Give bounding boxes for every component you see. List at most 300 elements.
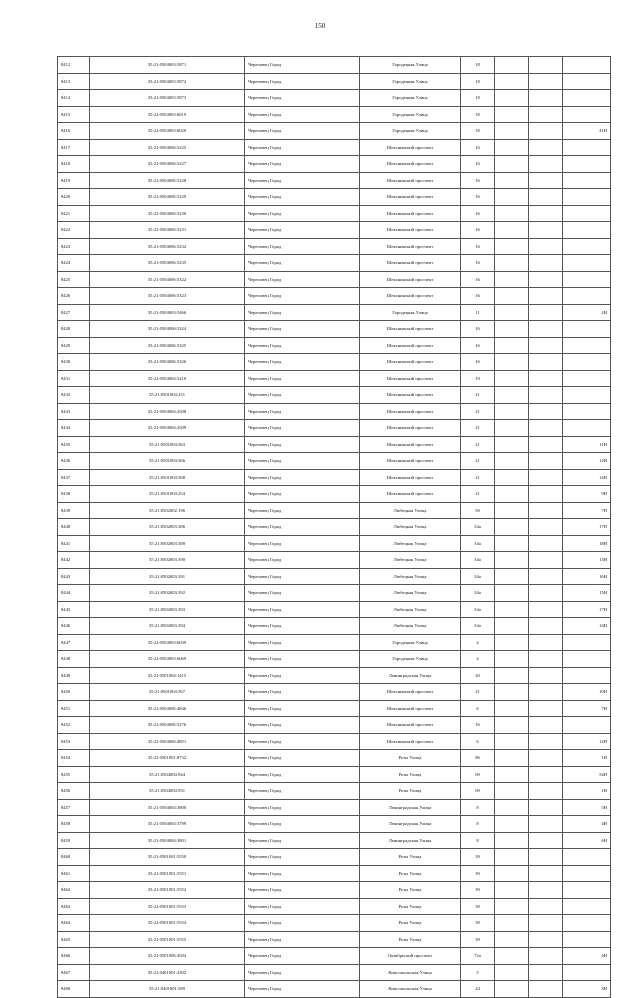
empty-cell	[529, 898, 563, 915]
house-number-cell: 34а	[461, 552, 495, 569]
row-number-cell: 8441	[58, 535, 90, 552]
city-cell: Череповец Город	[245, 964, 360, 981]
house-number-cell: 21	[461, 436, 495, 453]
premises-cell	[563, 717, 611, 734]
city-cell: Череповец Город	[245, 420, 360, 437]
table-row	[58, 73, 611, 90]
empty-cell	[495, 865, 529, 882]
city-cell: Череповец Город	[245, 205, 360, 222]
table-row	[58, 469, 611, 486]
cadastral-number-cell: 35:21:0504006:5229	[90, 189, 245, 206]
house-number-cell: 34а	[461, 535, 495, 552]
street-cell: Ленинградская Улица	[360, 832, 461, 849]
city-cell: Череповец Город	[245, 469, 360, 486]
row-number-cell: 8448	[58, 651, 90, 668]
city-cell: Череповец Город	[245, 799, 360, 816]
empty-cell	[495, 337, 529, 354]
house-number-cell: 86	[461, 750, 495, 767]
street-cell: Шекснинский проспект	[360, 321, 461, 338]
premises-cell: 16Н	[563, 568, 611, 585]
street-cell: Шекснинский проспект	[360, 420, 461, 437]
city-cell: Череповец Город	[245, 156, 360, 173]
city-cell: Череповец Город	[245, 255, 360, 272]
empty-cell	[495, 354, 529, 371]
table-row	[58, 849, 611, 866]
empty-cell	[495, 370, 529, 387]
empty-cell	[529, 931, 563, 948]
row-number-cell: 8417	[58, 139, 90, 156]
city-cell: Череповец Город	[245, 139, 360, 156]
house-number-cell: 16	[461, 337, 495, 354]
premises-cell: 12Н	[563, 453, 611, 470]
premises-cell: 5Н	[563, 799, 611, 816]
cadastral-number-cell: 35:21:0501001:5553	[90, 898, 245, 915]
house-number-cell: 16	[461, 288, 495, 305]
empty-cell	[529, 618, 563, 635]
city-cell: Череповец Город	[245, 816, 360, 833]
empty-cell	[529, 222, 563, 239]
house-number-cell: 16	[461, 222, 495, 239]
house-number-cell: 8	[461, 799, 495, 816]
street-cell: Комсомольская Улица	[360, 964, 461, 981]
empty-cell	[495, 799, 529, 816]
city-cell: Череповец Город	[245, 667, 360, 684]
city-cell: Череповец Город	[245, 502, 360, 519]
empty-cell	[495, 90, 529, 107]
empty-cell	[529, 684, 563, 701]
city-cell: Череповец Город	[245, 123, 360, 140]
row-number-cell: 8447	[58, 634, 90, 651]
cadastral-number-cell: 35:21:0504006:5232	[90, 238, 245, 255]
premises-cell	[563, 73, 611, 90]
street-cell: Любецкая Улица	[360, 519, 461, 536]
empty-cell	[495, 304, 529, 321]
premises-cell	[563, 205, 611, 222]
row-number-cell: 8436	[58, 453, 90, 470]
premises-cell	[563, 271, 611, 288]
empty-cell	[529, 57, 563, 74]
premises-cell	[563, 189, 611, 206]
street-cell: Шекснинский проспект	[360, 453, 461, 470]
city-cell: Череповец Город	[245, 634, 360, 651]
street-cell: Розы Улица	[360, 766, 461, 783]
empty-cell	[495, 750, 529, 767]
street-cell: Шекснинский проспект	[360, 733, 461, 750]
cadastral-number-cell: 35:21:0504006:5323	[90, 288, 245, 305]
premises-cell: 4Н	[563, 816, 611, 833]
cadastral-number-cell: 35:21:0504004:2509	[90, 420, 245, 437]
house-number-cell: 16	[461, 205, 495, 222]
table-row	[58, 733, 611, 750]
house-number-cell: 6	[461, 733, 495, 750]
row-number-cell: 8464	[58, 915, 90, 932]
empty-cell	[529, 139, 563, 156]
row-number-cell: 8451	[58, 700, 90, 717]
street-cell: Шекснинский проспект	[360, 139, 461, 156]
house-number-cell: 21	[461, 684, 495, 701]
street-cell: Розы Улица	[360, 865, 461, 882]
empty-cell	[495, 552, 529, 569]
table-row	[58, 502, 611, 519]
premises-cell	[563, 222, 611, 239]
city-cell: Череповец Город	[245, 733, 360, 750]
empty-cell	[495, 931, 529, 948]
table-row	[58, 321, 611, 338]
cadastral-number-cell: 35:21:0502002:196	[90, 502, 245, 519]
table-row	[58, 288, 611, 305]
row-number-cell: 8423	[58, 238, 90, 255]
row-number-cell: 8418	[58, 156, 90, 173]
row-number-cell: 8459	[58, 832, 90, 849]
empty-cell	[529, 453, 563, 470]
city-cell: Череповец Город	[245, 172, 360, 189]
empty-cell	[495, 453, 529, 470]
empty-cell	[529, 799, 563, 816]
cadastral-number-cell: 35:21:0504003:5466	[90, 304, 245, 321]
street-cell: Любецкая Улица	[360, 552, 461, 569]
empty-cell	[495, 898, 529, 915]
empty-cell	[495, 634, 529, 651]
empty-cell	[529, 535, 563, 552]
street-cell: Городецкая Улица	[360, 634, 461, 651]
city-cell: Череповец Город	[245, 915, 360, 932]
page-number: 150	[314, 22, 326, 30]
row-number-cell: 8422	[58, 222, 90, 239]
premises-cell	[563, 354, 611, 371]
house-number-cell: 39	[461, 915, 495, 932]
empty-cell	[495, 486, 529, 503]
row-number-cell: 8445	[58, 601, 90, 618]
empty-cell	[495, 684, 529, 701]
premises-cell	[563, 321, 611, 338]
row-number-cell: 8430	[58, 354, 90, 371]
table-row	[58, 354, 611, 371]
empty-cell	[529, 354, 563, 371]
cadastral-number-cell: 35:21:0504006:5276	[90, 717, 245, 734]
city-cell: Череповец Город	[245, 486, 360, 503]
city-cell: Череповец Город	[245, 189, 360, 206]
cadastral-number-cell: 35:21:0501004:563	[90, 436, 245, 453]
row-number-cell: 8452	[58, 717, 90, 734]
table-row	[58, 453, 611, 470]
premises-cell	[563, 898, 611, 915]
empty-cell	[529, 172, 563, 189]
city-cell: Череповец Город	[245, 354, 360, 371]
street-cell: Шекснинский проспект	[360, 486, 461, 503]
row-number-cell: 8455	[58, 766, 90, 783]
house-number-cell: 34а	[461, 601, 495, 618]
row-number-cell: 8460	[58, 849, 90, 866]
cadastral-number-cell: 35:21:0504003:5871	[90, 57, 245, 74]
street-cell: Любецкая Улица	[360, 568, 461, 585]
city-cell: Череповец Город	[245, 387, 360, 404]
street-cell: Октябрьский проспект	[360, 948, 461, 965]
table-row	[58, 931, 611, 948]
table-row	[58, 255, 611, 272]
cadastral-number-cell: 35:21:0504004:5410	[90, 370, 245, 387]
street-cell: Любецкая Улица	[360, 502, 461, 519]
premises-cell	[563, 931, 611, 948]
empty-cell	[495, 667, 529, 684]
empty-cell	[495, 57, 529, 74]
table-row	[58, 337, 611, 354]
empty-cell	[529, 486, 563, 503]
table-row	[58, 172, 611, 189]
premises-cell: 13Н	[563, 552, 611, 569]
city-cell: Череповец Город	[245, 832, 360, 849]
cadastral-number-cell: 35:21:0501001:5550	[90, 849, 245, 866]
table-row	[58, 601, 611, 618]
street-cell: Ленинградская Улица	[360, 799, 461, 816]
city-cell: Череповец Город	[245, 238, 360, 255]
empty-cell	[529, 238, 563, 255]
empty-cell	[529, 189, 563, 206]
premises-cell	[563, 90, 611, 107]
city-cell: Череповец Город	[245, 222, 360, 239]
city-cell: Череповец Город	[245, 684, 360, 701]
empty-cell	[529, 865, 563, 882]
empty-cell	[529, 849, 563, 866]
house-number-cell: 39	[461, 898, 495, 915]
table-row	[58, 568, 611, 585]
table-row	[58, 205, 611, 222]
row-number-cell: 8420	[58, 189, 90, 206]
cadastral-number-cell: 35:21:0504006:5322	[90, 271, 245, 288]
empty-cell	[529, 651, 563, 668]
empty-cell	[495, 585, 529, 602]
house-number-cell: 21	[461, 469, 495, 486]
house-number-cell: 18	[461, 123, 495, 140]
premises-cell	[563, 255, 611, 272]
table-row	[58, 915, 611, 932]
house-number-cell: 34а	[461, 568, 495, 585]
empty-cell	[495, 403, 529, 420]
city-cell: Череповец Город	[245, 651, 360, 668]
premises-cell	[563, 106, 611, 123]
cadastral-number-cell: 35:21:0501006:4504	[90, 948, 245, 965]
premises-cell	[563, 634, 611, 651]
cadastral-number-cell: 35:21:0501001:5552	[90, 882, 245, 899]
row-number-cell: 8438	[58, 486, 90, 503]
house-number-cell: 39	[461, 882, 495, 899]
empty-cell	[495, 783, 529, 800]
street-cell: Городецкая Улица	[360, 651, 461, 668]
cadastral-number-cell: 35:21:0502003:391	[90, 568, 245, 585]
table-row	[58, 552, 611, 569]
premises-cell	[563, 849, 611, 866]
empty-cell	[529, 337, 563, 354]
house-number-cell: 72а	[461, 948, 495, 965]
row-number-cell: 8439	[58, 502, 90, 519]
house-number-cell: 20	[461, 667, 495, 684]
row-number-cell: 8413	[58, 73, 90, 90]
house-number-cell: 34а	[461, 519, 495, 536]
street-cell: Городецкая Улица	[360, 123, 461, 140]
empty-cell	[495, 387, 529, 404]
row-number-cell: 8449	[58, 667, 90, 684]
table-row	[58, 123, 611, 140]
empty-cell	[529, 585, 563, 602]
city-cell: Череповец Город	[245, 717, 360, 734]
row-number-cell: 8461	[58, 865, 90, 882]
empty-cell	[529, 420, 563, 437]
empty-cell	[529, 700, 563, 717]
city-cell: Череповец Город	[245, 535, 360, 552]
empty-cell	[495, 849, 529, 866]
empty-cell	[495, 948, 529, 965]
row-number-cell: 8457	[58, 799, 90, 816]
city-cell: Череповец Город	[245, 865, 360, 882]
house-number-cell: 34а	[461, 618, 495, 635]
house-number-cell: 16	[461, 139, 495, 156]
empty-cell	[495, 651, 529, 668]
house-number-cell: 8	[461, 816, 495, 833]
table-row	[58, 766, 611, 783]
empty-cell	[529, 552, 563, 569]
table-row	[58, 436, 611, 453]
table-row	[58, 618, 611, 635]
house-number-cell: 50	[461, 502, 495, 519]
house-number-cell: 4	[461, 651, 495, 668]
city-cell: Череповец Город	[245, 73, 360, 90]
house-number-cell: 16	[461, 354, 495, 371]
row-number-cell: 8440	[58, 519, 90, 536]
house-number-cell: 24	[461, 981, 495, 998]
cadastral-number-cell: 35:21:0504006:5225	[90, 139, 245, 156]
street-cell: Шекснинский проспект	[360, 469, 461, 486]
city-cell: Череповец Город	[245, 288, 360, 305]
empty-cell	[529, 255, 563, 272]
row-number-cell: 8450	[58, 684, 90, 701]
house-number-cell: 16	[461, 321, 495, 338]
street-cell: Шекснинский проспект	[360, 354, 461, 371]
empty-cell	[529, 733, 563, 750]
empty-cell	[529, 73, 563, 90]
premises-cell: 54Н	[563, 766, 611, 783]
house-number-cell: 16	[461, 156, 495, 173]
cadastral-number-cell: 35:21:0504003:6039	[90, 634, 245, 651]
house-number-cell: 16	[461, 271, 495, 288]
house-number-cell: 18	[461, 57, 495, 74]
empty-cell	[529, 123, 563, 140]
cadastral-number-cell: 35:21:0504006:5325	[90, 337, 245, 354]
street-cell: Любецкая Улица	[360, 535, 461, 552]
city-cell: Череповец Город	[245, 436, 360, 453]
empty-cell	[529, 981, 563, 998]
row-number-cell: 8431	[58, 370, 90, 387]
cadastral-number-cell: 35:21:0501001:5554	[90, 915, 245, 932]
table-row	[58, 882, 611, 899]
house-number-cell: 34а	[461, 585, 495, 602]
city-cell: Череповец Город	[245, 106, 360, 123]
row-number-cell: 8442	[58, 552, 90, 569]
empty-cell	[529, 90, 563, 107]
premises-cell: 17Н	[563, 519, 611, 536]
city-cell: Череповец Город	[245, 601, 360, 618]
empty-cell	[529, 106, 563, 123]
empty-cell	[495, 964, 529, 981]
premises-cell	[563, 238, 611, 255]
city-cell: Череповец Город	[245, 370, 360, 387]
cadastral-number-cell: 35:21:0502003:392	[90, 585, 245, 602]
street-cell: Комсомольская Улица	[360, 981, 461, 998]
table-row	[58, 898, 611, 915]
house-number-cell: 21	[461, 486, 495, 503]
row-number-cell: 8463	[58, 898, 90, 915]
street-cell: Городецкая Улица	[360, 304, 461, 321]
street-cell: Розы Улица	[360, 783, 461, 800]
street-cell: Ленинградская Улица	[360, 667, 461, 684]
row-number-cell: 8427	[58, 304, 90, 321]
empty-cell	[529, 205, 563, 222]
table-row	[58, 486, 611, 503]
cadastral-number-cell: 35:21:0501001:5555	[90, 931, 245, 948]
empty-cell	[495, 766, 529, 783]
cadastral-number-cell: 35:21:0504004:3801	[90, 832, 245, 849]
row-number-cell: 8421	[58, 205, 90, 222]
table-row	[58, 222, 611, 239]
table-row	[58, 832, 611, 849]
table-row	[58, 387, 611, 404]
empty-cell	[495, 189, 529, 206]
table-row	[58, 370, 611, 387]
row-number-cell: 8434	[58, 420, 90, 437]
house-number-cell: 21	[461, 387, 495, 404]
table-row	[58, 57, 611, 74]
premises-cell	[563, 651, 611, 668]
empty-cell	[529, 370, 563, 387]
empty-cell	[529, 882, 563, 899]
city-cell: Череповец Город	[245, 519, 360, 536]
table-row	[58, 420, 611, 437]
empty-cell	[495, 700, 529, 717]
house-number-cell: 21	[461, 403, 495, 420]
street-cell: Розы Улица	[360, 750, 461, 767]
premises-cell: 18Н	[563, 535, 611, 552]
cadastral-number-cell: 35:21:0501004:568	[90, 469, 245, 486]
city-cell: Череповец Город	[245, 90, 360, 107]
table-row	[58, 799, 611, 816]
premises-cell: 14Н	[563, 618, 611, 635]
street-cell: Любецкая Улица	[360, 585, 461, 602]
table-row	[58, 304, 611, 321]
empty-cell	[529, 288, 563, 305]
premises-cell: 7Н	[563, 502, 611, 519]
street-cell: Шекснинский проспект	[360, 156, 461, 173]
city-cell: Череповец Город	[245, 849, 360, 866]
cadastral-number-cell: 35:21:0504003:6069	[90, 651, 245, 668]
street-cell: Городецкая Улица	[360, 73, 461, 90]
premises-cell: 7Н	[563, 700, 611, 717]
table-row	[58, 238, 611, 255]
street-cell: Городецкая Улица	[360, 106, 461, 123]
house-number-cell: 16	[461, 238, 495, 255]
empty-cell	[495, 733, 529, 750]
premises-cell	[563, 915, 611, 932]
house-number-cell: 39	[461, 865, 495, 882]
house-number-cell: 21	[461, 453, 495, 470]
table-row	[58, 519, 611, 536]
row-number-cell: 8466	[58, 948, 90, 965]
street-cell: Розы Улица	[360, 931, 461, 948]
empty-cell	[495, 271, 529, 288]
cadastral-number-cell: 35:21:0504006:5231	[90, 222, 245, 239]
city-cell: Череповец Город	[245, 552, 360, 569]
empty-cell	[495, 535, 529, 552]
empty-cell	[495, 172, 529, 189]
premises-cell: 14Н	[563, 469, 611, 486]
cadastral-number-cell: 35:21:0501004:251	[90, 387, 245, 404]
